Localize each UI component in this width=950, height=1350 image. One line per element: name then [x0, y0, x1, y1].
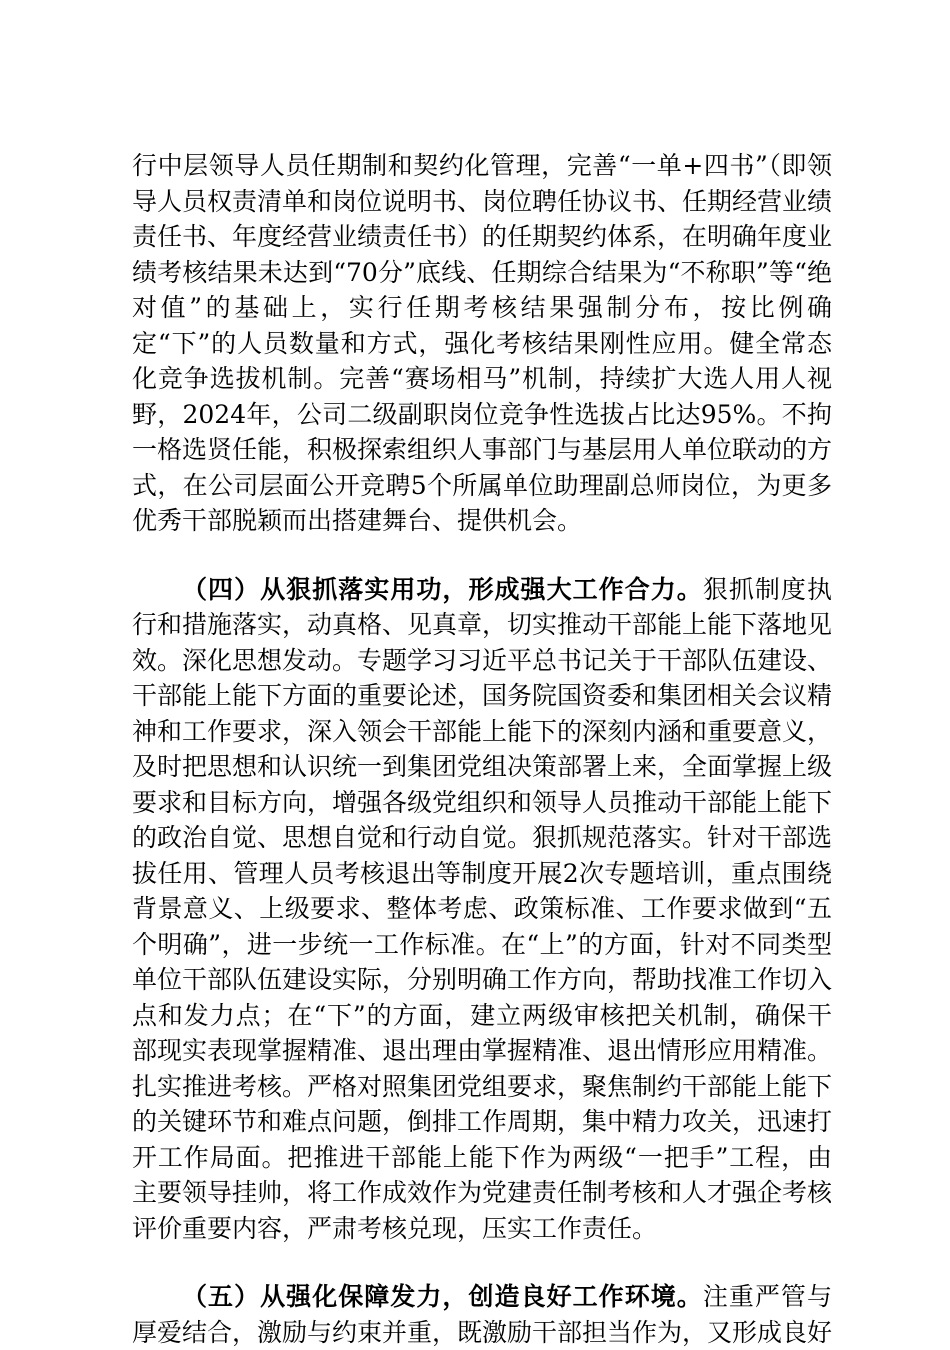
- paragraph-body: 注重严管与厚爱结合，激励与约束并重，既激励干部担当作为，又形成良好: [132, 1282, 833, 1347]
- paragraph-body: 狠抓制度执行和措施落实，动真格、见真章，切实推动干部能上能下落地见效。深化思想发动。专题学习习近平总书记关于干部队伍建设、干部能上能下方面的重要论述，国务院国资委和集团相关会议精神和工作要求，深入领会干部能上能下的深刻内涵和重要意义，及时把思想和认识统一到集团党组决策部署上来，全面掌握上级要求和目标方向，增强各级党组织和领导人员推动干部能上能下的政治自觉、思想自觉和行动自觉。狠抓规范落实。针对干部选拔任用、管理人员考核退出等制度开展2次专题培训，重点围绕背景意义、上级要求、整体考虑、政策标准、工作要求做到“五个明确”，进一步统一工作标准。在“上”的方面，针对不同类型单位干部队伍建设实际，分别明确工作方向，帮助找准工作切入点和发力点；在“下”的方面，建立两级审核把关机制，确保干部现实表现掌握精准、退出理由掌握精准、退出情形应用精准。扎实推进考核。严格对照集团党组要求，聚焦制约干部能上能下的关键环节和难点问题，倒排工作周期，集中精力攻关，迅速打开工作局面。把推进干部能上能下作为两级“一把手”工程，由主要领导挂帅，将工作成效作为党建责任制考核和人才强企考核评价重要内容，严肃考核兑现，压实工作责任。: [132, 574, 833, 1243]
- paragraph-section-4: [132, 572, 832, 1247]
- paragraph-body: 行中层领导人员任期制和契约化管理，完善“一单+四书”（即领导人员权责清单和岗位说明书、岗位聘任协议书、任期经营业绩责任书、年度经营业绩责任书）的任期契约体系，在明确年度业绩考核结果未达到“70分”底线、任期综合结果为“不称职”等“绝对值”的基础上，实行任期考核结果强制分布，按比例确定“下”的人员数量和方式，强化考核结果刚性应用。健全常态化竞争选拔机制。完善“赛场相马”机制，持续扩大选人用人视野，2024年，公司二级副职岗位竞争性选拔占比达95%。不拘一格选贤任能，积极探索组织人事部门与基层用人单位联动的方式，在公司层面公开竞聘5个所属单位助理副总师岗位，为更多优秀干部脱颖而出搭建舞台、提供机会。: [132, 151, 833, 535]
- section-heading: （五）从强化保障发力，创造良好工作环境。: [182, 1282, 703, 1311]
- section-heading: （四）从狠抓落实用功，形成强大工作合力。: [182, 574, 703, 604]
- document-page: [132, 148, 832, 1350]
- paragraph-continued: [132, 148, 832, 539]
- paragraph-section-5: [132, 1279, 832, 1350]
